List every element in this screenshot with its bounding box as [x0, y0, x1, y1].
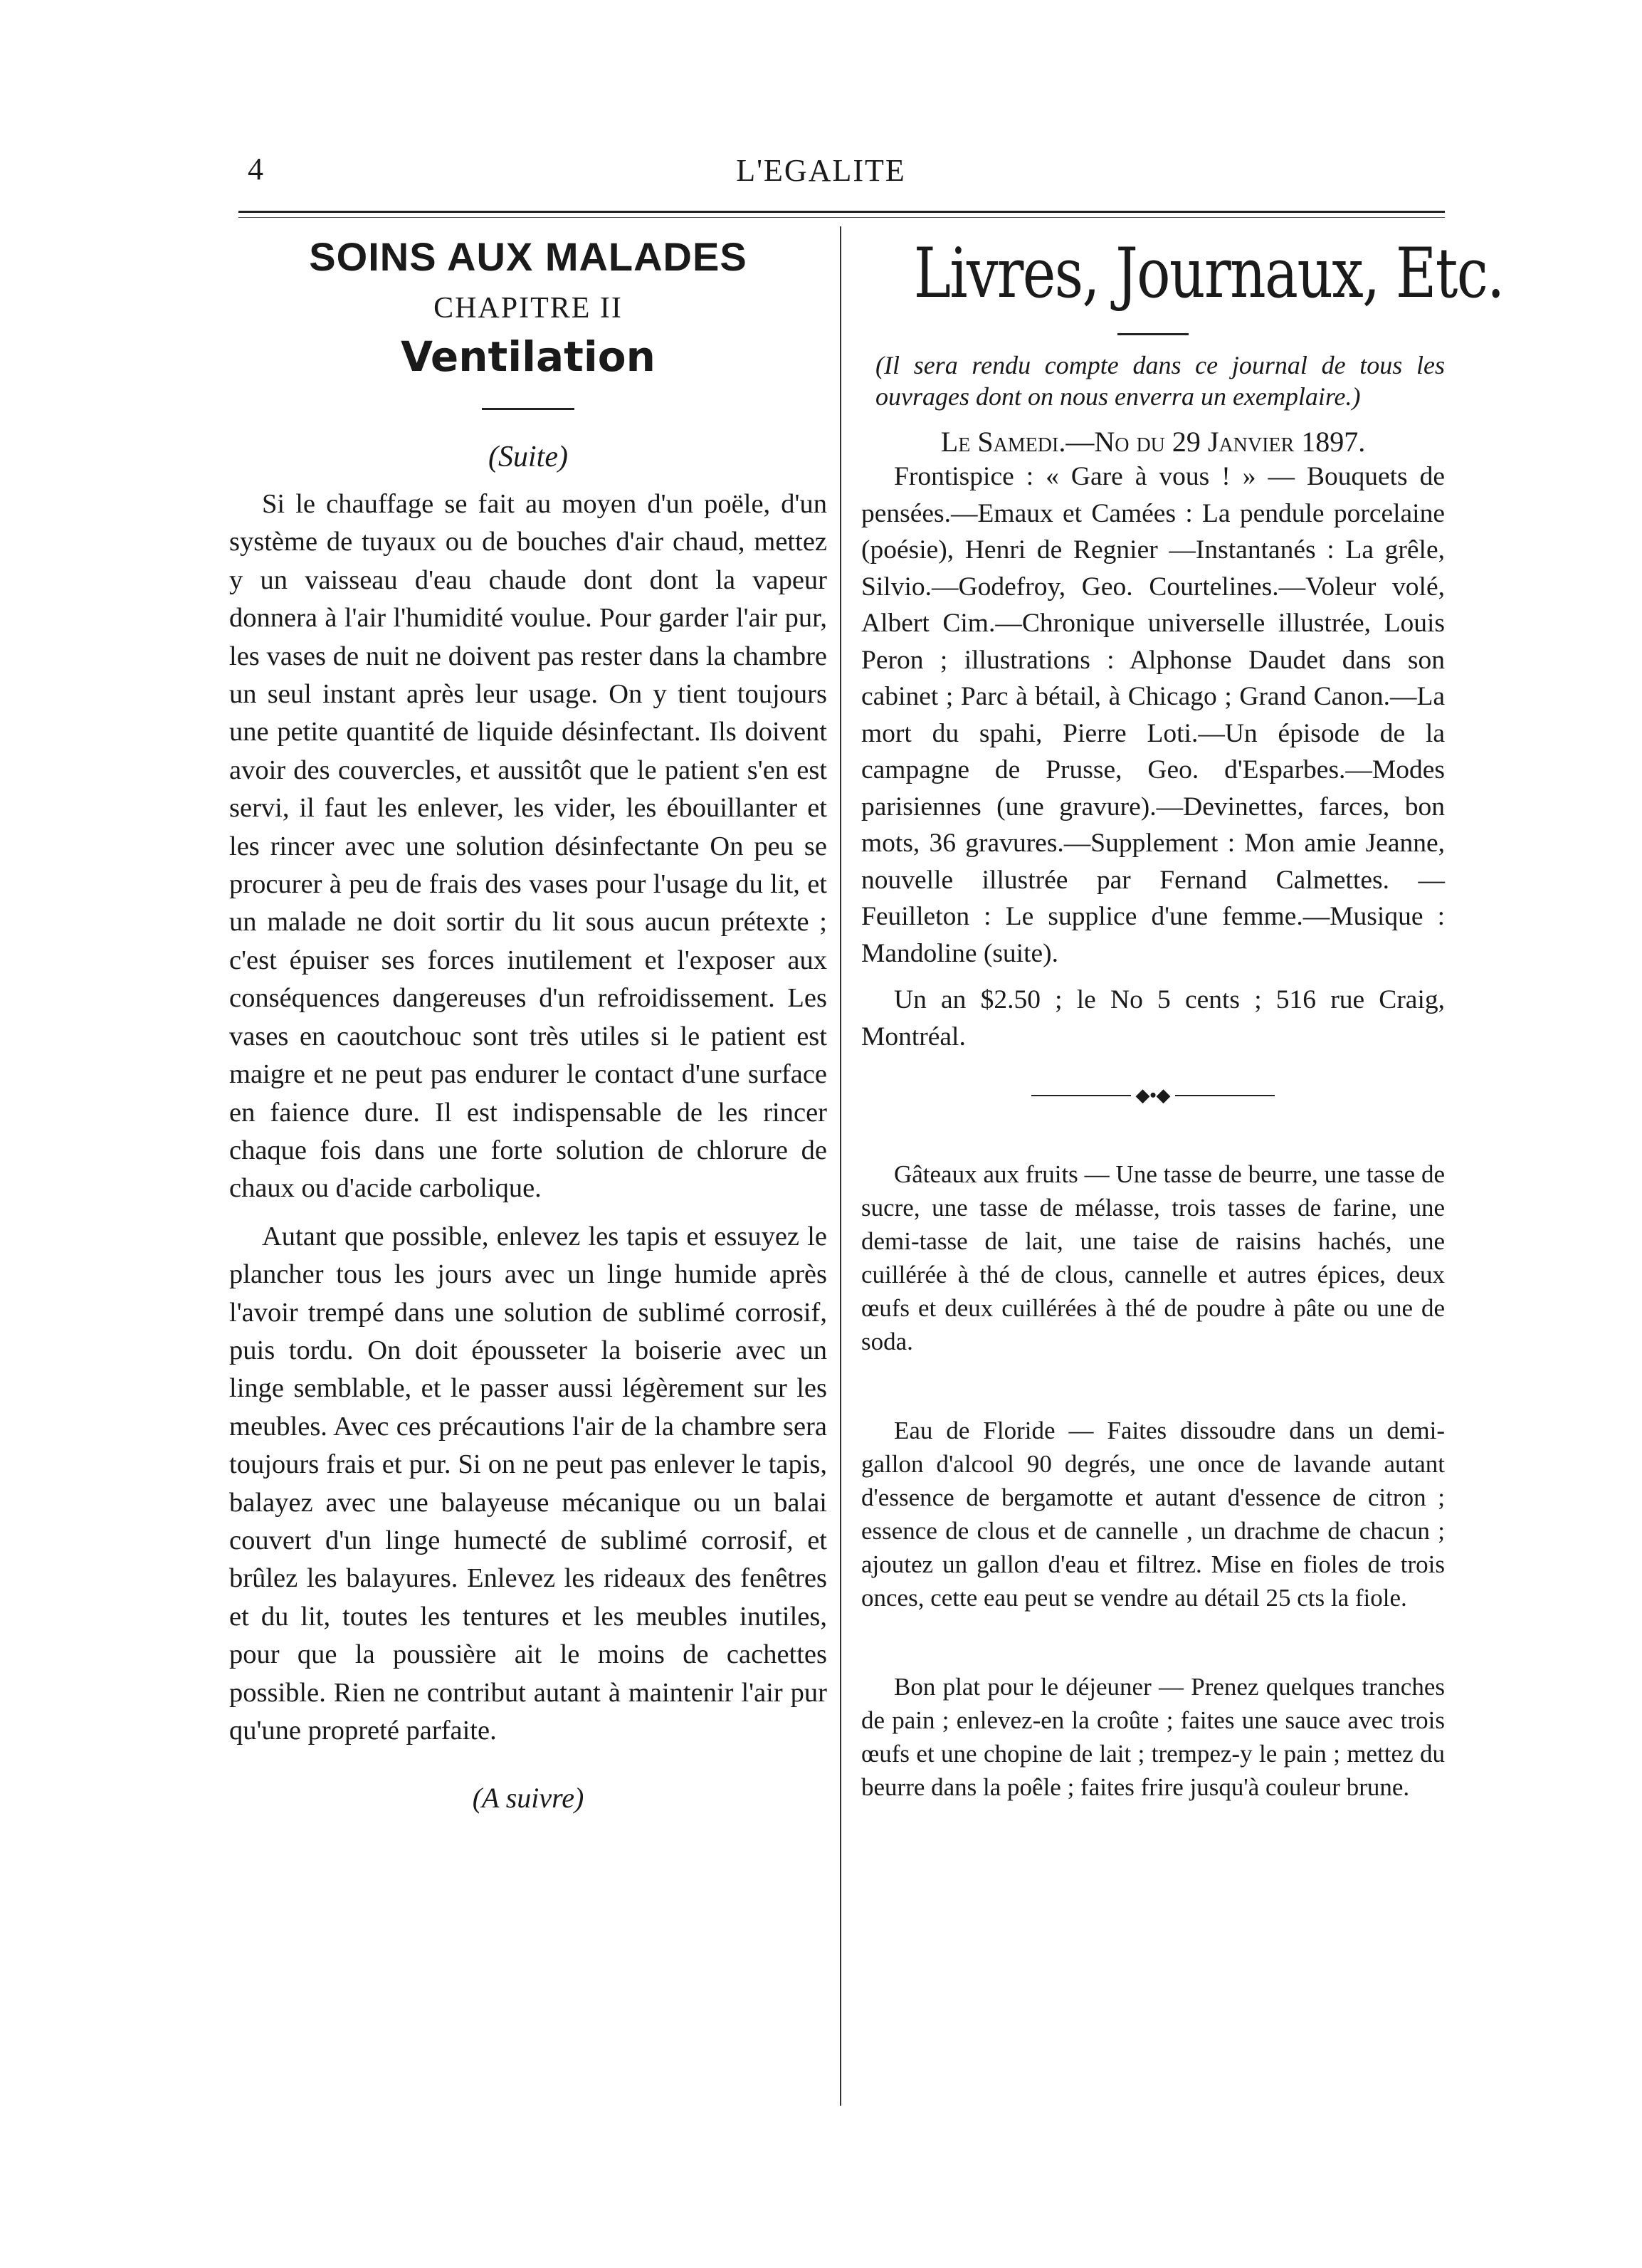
ornament-divider: ◆•◆ — [861, 1082, 1445, 1111]
right-column — [861, 226, 1504, 1804]
recipe-paragraph: Eau de Floride — Faites dissoudre dans un demi-gallon d'alcool 90 degrés, une once de lavande autant d'essence de bergamotte et autant d'essence de citron ; essence de clous et de cannelle , un drachme de chacun ; ajoutez un gallon d'eau et filtrez. Mise en fioles de trois onces, cette eau peut se vendre au détail 25 cts la fiole. — [861, 1417, 1445, 1612]
left-column — [229, 226, 827, 1815]
review-paragraph: Frontispice : « Gare à vous ! » — Bouquets de pensées.—Emaux et Camées : La pendule porcelaine (poésie), Henri de Regnier —Instantanés : La grêle, Silvio.—Godefroy, Geo. Courtelines.—Voleur volé, Albert Cim.—Chronique universelle illustrée, Louis Peron ; illustrations : Alphonse Daudet dans son cabinet ; Parc à bétail, à Chicago ; Grand Canon.—La mort du spahi, Pierre Loti.—Un épisode de la campagne de Prusse, Geo. d'Esparbes.—Modes parisiennes (une gravure).—Devinettes, farces, bon mots, 36 gravures.—Supplement : Mon amie Jeanne, nouvelle illustrée par Fernand Calmettes. — Feuilleton : Le supplice d'une femme.—Musique : Mandoline (suite). — [861, 462, 1445, 968]
suite-label: (Suite) — [488, 441, 568, 473]
running-title: L'EGALITE — [736, 153, 906, 188]
recipe-paragraph: Bon plat pour le déjeuner — Prenez quelques tranches de pain ; enlevez-en la croûte ; faites une sauce avec trois œufs et une chopine de lait ; trempez-y le pain ; mettez du beurre dans la poêle ; faites frire jusqu'à couleur brune. — [861, 1673, 1445, 1801]
editorial-note: (Il sera rendu compte dans ce journal de tous les ouvrages dont on nous enverra un exemplaire.) — [875, 351, 1445, 411]
title-rule — [482, 408, 574, 410]
page-number: 4 — [248, 152, 263, 187]
article-paragraph: Si le chauffage se fait au moyen d'un poële, d'un système de tuyaux ou de bouches d'air chaud, mettez y un vaisseau d'eau chaude dont dont la vapeur donnera à l'air l'humidité voulue. Pour garder l'air pur, les vases de nuit ne doivent pas rester dans la chambre un seul instant après leur usage. On y tient toujours une petite quantité de liquide désinfectant. Ils doivent avoir des couvercles, et aussitôt que le patient s'en est servi, il faut les enlever, les vider, les ébouillanter et les rincer avec une solution désinfectante On peu se procurer à peu de frais des vases pour l'usage du lit, et un malade ne doit sortir du lit sous aucun prétexte ; c'est épuiser ses forces inutilement et l'exposer aux conséquences dangereuses d'un refroidissement. Les vases en caoutchouc sont très utiles si le patient est maigre et ne peut pas endurer le contact d'une surface en faience dure. Il est indispensable de les rincer chaque fois dans une forte solution de chlorure de chaux ou d'acide carbolique. — [229, 489, 827, 1204]
chapter-heading: CHAPITRE II — [433, 292, 623, 325]
review-heading: Le Samedi.—No du 29 Janvier 1897. — [940, 426, 1366, 458]
article-subtitle: Ventilation — [401, 332, 656, 381]
article-title: SOINS AUX MALADES — [309, 234, 747, 279]
header-rule-thin — [238, 217, 1445, 218]
recipe-paragraph: Gâteaux aux fruits — Une tasse de beurre, une tasse de sucre, une tasse de mélasse, trois tasses de farine, une demi-tasse de lait, une taise de raisins hachés, une cuillérée à thé de clous, cannelle et autres épices, deux œufs et deux cuillérées à thé de poudre à pâte ou une de soda. — [861, 1160, 1445, 1355]
column-divider — [840, 226, 841, 2106]
to-be-continued: (A suivre) — [472, 1782, 584, 1815]
section-rule — [1117, 333, 1189, 335]
review-paragraph: Un an $2.50 ; le No 5 cents ; 516 rue Craig, Montréal. — [861, 985, 1445, 1051]
header-rule — [238, 211, 1445, 213]
section-title: Livres, Journaux, Etc. — [913, 233, 1504, 313]
article-paragraph: Autant que possible, enlevez les tapis et essuyez le plancher tous les jours avec un linge humide après l'avoir trempé dans une solution de sublimé corrosif, puis tordu. On doit épousseter la boiserie avec un linge semblable, et le passer aussi légèrement sur les meubles. Avec ces précautions l'air de la chambre sera toujours frais et pur. Si on ne peut pas enlever le tapis, balayez avec une balayeuse mécanique ou un balai couvert d'un linge humecté de sublimé corrosif, et brûlez les balayures. Enlevez les rideaux des fenêtres et du lit, toutes les tentures et les meubles inutiles, pour que la poussière ait le moins de cachettes possible. Rien ne contribut autant à maintenir l'air pur qu'une propreté parfaite. — [229, 1221, 827, 1745]
